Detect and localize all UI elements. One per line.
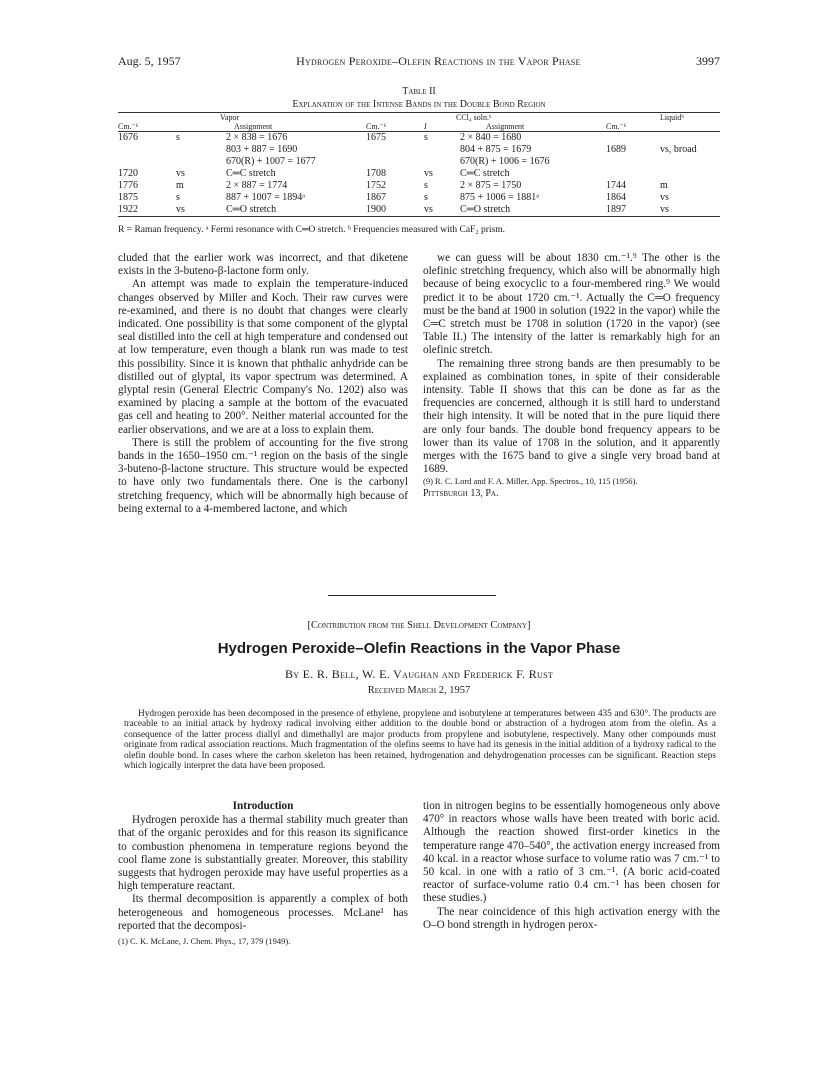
vapor-cm: 1922 bbox=[118, 204, 170, 217]
left-paragraph-3: There is still the problem of accounting for the five strong bands in the 1650–1950 cm.⁻¹ region on the basis of the single 3-buteno-β-lactone structure. This structure would be expected to have only two fundamentals there. One is the carbonyl stretching frequency, which will be abnormally high because of being external to a 4-membered lactone, and which bbox=[118, 436, 408, 515]
table-group-header bbox=[118, 113, 720, 123]
soln-cm: 1867 bbox=[366, 192, 386, 203]
vapor-intensity: m bbox=[176, 180, 184, 191]
soln-cm: 1675 bbox=[366, 132, 386, 143]
soln-intensity: vs bbox=[424, 204, 456, 217]
soln-cm: 1900 bbox=[366, 204, 424, 217]
table-title: Explanation of the Intense Bands in the Double Bond Region bbox=[292, 99, 546, 110]
liquid-cm: 1744 bbox=[606, 180, 626, 191]
vapor-intensity: vs bbox=[176, 168, 185, 179]
abstract: Hydrogen peroxide has been decomposed in the presence of ethylene, propylene and isobutylene at temperatures between 435 and 630°. The products are traceable to an initial attack by hydroxy radical involving either addition to the double bond or abstraction of a hydrogen atom from the olefin. As a consequence of the latter process diallyl and dimethallyl are major products from propylene and isobutylene, respectively. Many other compounds must originate from radical association reactions. Much fragmentation of the olefins seems to have had its genesis in the initial addition of a hydroxy radical to the olefin double bond. In cases where the carbon skeleton has been retained, hydrogenation and dehydrogenation processes can be significant. Reaction steps which logically interpret the data have been proposed. bbox=[124, 709, 716, 772]
liquid-intensity: vs, broad bbox=[660, 144, 697, 155]
header-date: Aug. 5, 1957 bbox=[118, 54, 181, 68]
soln-intensity bbox=[424, 156, 456, 168]
soln-assignment: 804 + 875 = 1679 bbox=[460, 144, 532, 155]
liquid-intensity bbox=[660, 156, 720, 168]
right-paragraph-2: The remaining three strong bands are then presumably to be explained as combination tones, in spite of their considerable intensity. Table II shows that this can be done as far as the frequencies are concerned, although it is still hard to understand their high intensity. It will be noted that in the pure liquid there are only four bands. The double bond frequency appears to be lower than its value of 1708 in the solution, and it apparently merges with the 1675 band to give a single very broad band at 1689. bbox=[423, 357, 720, 476]
col-soln-i: I bbox=[424, 122, 456, 132]
table-row bbox=[118, 132, 720, 145]
vapor-assignment: 803 + 887 = 1690 bbox=[226, 144, 298, 155]
intro-left-paragraph-2: Its thermal decomposition is apparently a complex of both heterogeneous and homogeneous processes. McLane¹ has reported that the decomposi- bbox=[118, 893, 408, 932]
section-divider bbox=[328, 595, 496, 596]
vapor-intensity bbox=[170, 144, 214, 156]
city-line: Pittsburgh 13, Pa. bbox=[423, 488, 499, 500]
bands-table bbox=[118, 112, 720, 217]
soln-intensity: s bbox=[424, 132, 428, 143]
table-row bbox=[118, 192, 720, 204]
table-column-header bbox=[118, 122, 720, 132]
reference-9: (9) R. C. Lord and F. A. Miller, App. Spectros., 10, 115 (1956). bbox=[423, 476, 638, 487]
table-row bbox=[118, 204, 720, 217]
table-row bbox=[118, 168, 720, 180]
liquid-cm: 1864 bbox=[606, 192, 626, 203]
intro-right-paragraph-1: tion in nitrogen begins to be essentially homogeneous only above 470° in reactors whose walls have been treated with boric acid. Although the reaction showed first-order kinetics in the temperature range 470–540°, the activation energy increased from 40 kcal. in a reactor whose surface to volume ratio was 7 cm.⁻¹ to 50 kcal. in one with a ratio of 3 cm.⁻¹. (A boric acid-coated reactor of surface-volume ratio 0.4 cm.⁻¹ has been chosen for these studies.) bbox=[423, 800, 720, 905]
soln-cm: 1752 bbox=[366, 180, 386, 191]
soln-cm bbox=[366, 156, 424, 168]
table-row bbox=[118, 156, 720, 168]
ccl4-group-label: CCl₄ soln.ᵇ bbox=[456, 113, 606, 123]
vapor-intensity: vs bbox=[170, 204, 214, 217]
introduction-heading: Introduction bbox=[232, 800, 294, 812]
soln-assignment: 875 + 1006 = 1881ᵃ bbox=[460, 192, 540, 203]
bands-table-body bbox=[118, 132, 720, 217]
intro-left-column bbox=[118, 800, 408, 947]
soln-assignment: 670(R) + 1006 = 1676 bbox=[460, 156, 550, 167]
liquid-intensity: m bbox=[660, 180, 668, 191]
vapor-cm: 1676 bbox=[118, 132, 138, 143]
vapor-cm: 1776 bbox=[118, 180, 138, 191]
vapor-assignment: 2 × 838 = 1676 bbox=[226, 132, 288, 143]
col-soln-assignment: Assignment bbox=[456, 122, 606, 132]
col-soln-cm: Cm.⁻¹ bbox=[366, 122, 424, 132]
soln-cm: 1708 bbox=[366, 168, 386, 179]
col-vapor-cm: Cm.⁻¹ bbox=[118, 122, 170, 132]
page-number: 3997 bbox=[696, 54, 720, 68]
right-paragraph-1: we can guess will be about 1830 cm.⁻¹.⁹ The other is the olefinic stretching frequency, which also will be abnormally high because of being exocyclic to a four-membered ring.⁹ We would predict it to be about 1720 cm.⁻¹. Actually the C═O frequency must be the band at 1900 in solution (1922 in the vapor) while the C═C stretch must be 1708 in solution (1720 in the vapor) (see Table II.) The intensity of the latter is remarkably high for an olefinic stretch. bbox=[423, 252, 720, 357]
soln-assignment: C═O stretch bbox=[456, 204, 606, 217]
header-title: Hydrogen Peroxide–Olefin Reactions in the Vapor Phase bbox=[296, 54, 581, 68]
vapor-assignment: 2 × 887 = 1774 bbox=[226, 180, 288, 191]
vapor-intensity: s bbox=[176, 132, 180, 143]
vapor-cm: 1875 bbox=[118, 192, 138, 203]
liquid-group-label: Liquidᵇ bbox=[660, 113, 720, 123]
vapor-assignment: C═O stretch bbox=[214, 204, 366, 217]
table-footnote: R = Raman frequency. ᵃ Fermi resonance with C═O stretch. ᵇ Frequencies measured with CaF₂ prism. bbox=[118, 225, 506, 235]
authors: By E. R. Bell, W. E. Vaughan and Frederick F. Rust bbox=[284, 667, 554, 681]
left-paragraph-1: cluded that the earlier work was incorrect, and that diketene exists in the 3-buteno-β-lactone form only. bbox=[118, 252, 408, 278]
left-paragraph-2: An attempt was made to explain the temperature-induced changes observed by Miller and Koch. Their raw curves were re-examined, and there is no doubt that changes were clearly indicated. One possibility is that some component of the glyptal seal distilled into the cell at high temperature and condensed out at low temperature, even though a blank run was made to test this possibility. Since it is known that phthalic anhydride can be distilled out of glyptal, its vapor spectrum was determined. A glyptal resin (General Electric Company's No. 1202) also was examined by placing a sample at the bottom of the evacuated gas cell and heating to 200°. Neither material accounted for the earlier observations, and we are at a loss to explain them. bbox=[118, 278, 408, 436]
intro-right-column bbox=[423, 800, 720, 932]
soln-assignment: 2 × 840 = 1680 bbox=[460, 132, 522, 143]
col-liquid-cm: Cm.⁻¹ bbox=[606, 122, 660, 132]
vapor-intensity bbox=[170, 156, 214, 168]
liquid-intensity: vs bbox=[660, 192, 669, 203]
intro-right-paragraph-2: The near coincidence of this high activation energy with the O–O bond strength in hydrogen perox- bbox=[423, 905, 720, 931]
soln-intensity: vs bbox=[424, 168, 433, 179]
vapor-assignment: 887 + 1007 = 1894ᵃ bbox=[226, 192, 306, 203]
received-date: Received March 2, 1957 bbox=[367, 685, 471, 696]
col-vapor-assignment: Assignment bbox=[214, 122, 366, 132]
vapor-assignment: 670(R) + 1007 = 1677 bbox=[226, 156, 316, 167]
right-column bbox=[423, 252, 720, 501]
vapor-cm bbox=[118, 156, 170, 168]
liquid-intensity bbox=[660, 132, 720, 145]
paper-title: Hydrogen Peroxide–Olefin Reactions in the Vapor Phase bbox=[217, 640, 621, 657]
liquid-intensity: vs bbox=[660, 204, 720, 217]
left-column bbox=[118, 252, 408, 516]
liquid-cm bbox=[606, 156, 660, 168]
liquid-cm: 1897 bbox=[606, 204, 660, 217]
table-label: Table II bbox=[402, 86, 436, 97]
liquid-cm: 1689 bbox=[606, 144, 626, 155]
liquid-cm bbox=[606, 132, 660, 145]
liquid-intensity bbox=[660, 168, 720, 180]
intro-left-paragraph-1: Hydrogen peroxide has a thermal stability much greater than that of the organic peroxides and for this reason its significance to combustion phenomena in temperature regions beyond the cool flame zone is substantially greater. Moreover, this stability suggests that hydrogen peroxide may have useful properties as a high temperature reactant. bbox=[118, 814, 408, 893]
table-row bbox=[118, 180, 720, 192]
contribution-line: [Contribution from the Shell Development Company] bbox=[307, 620, 531, 631]
running-head bbox=[118, 54, 720, 69]
reference-1: (1) C. K. McLane, J. Chem. Phys., 17, 379 (1949). bbox=[118, 936, 291, 947]
vapor-cm: 1720 bbox=[118, 168, 138, 179]
soln-assignment: 2 × 875 = 1750 bbox=[460, 180, 522, 191]
soln-assignment: C═C stretch bbox=[460, 168, 510, 179]
table-row bbox=[118, 144, 720, 156]
liquid-cm bbox=[606, 168, 660, 180]
soln-intensity: s bbox=[424, 180, 428, 191]
soln-intensity bbox=[424, 144, 456, 156]
vapor-group-label: Vapor bbox=[214, 113, 366, 123]
vapor-cm bbox=[118, 144, 170, 156]
vapor-assignment: C═C stretch bbox=[226, 168, 276, 179]
vapor-intensity: s bbox=[176, 192, 180, 203]
soln-cm bbox=[366, 144, 424, 156]
soln-intensity: s bbox=[424, 192, 428, 203]
